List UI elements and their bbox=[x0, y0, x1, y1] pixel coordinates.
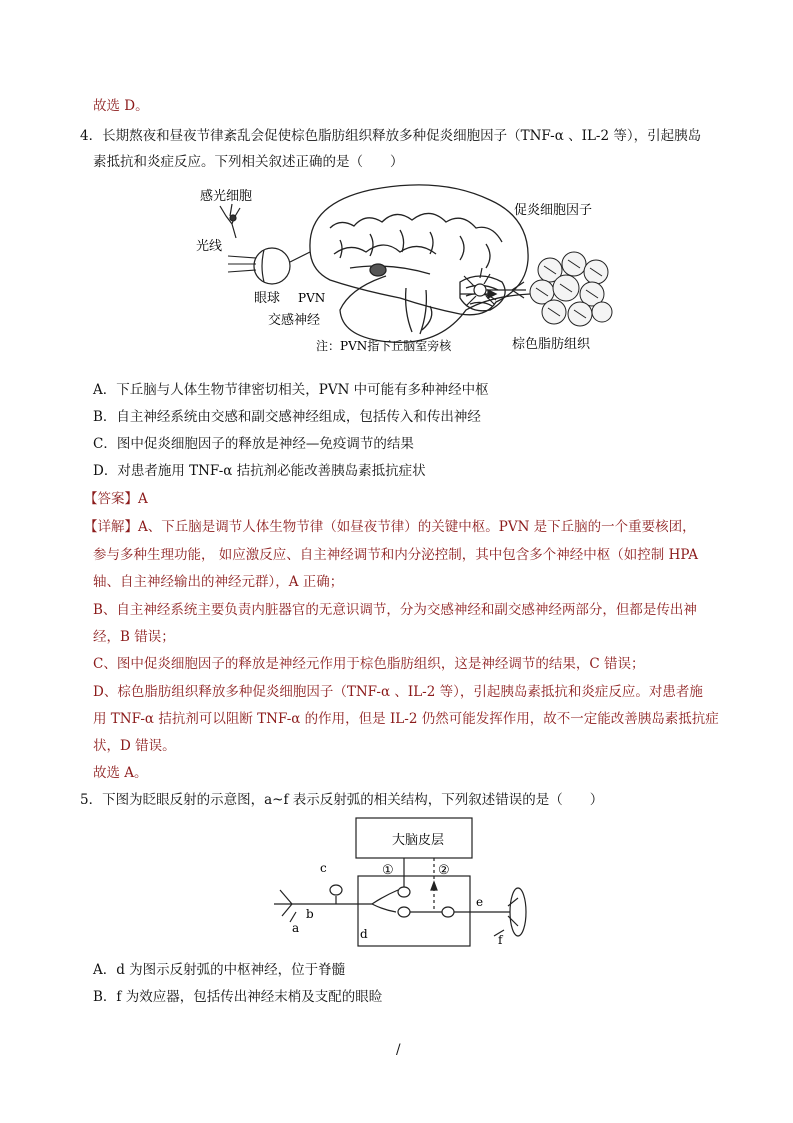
q4-option-d: D．对患者施用 TNF-α 拮抗剂必能改善胰岛素抵抗症状 bbox=[93, 463, 426, 479]
figure-note: 注：PVN指下丘脑室旁核 bbox=[316, 339, 452, 353]
previous-conclusion: 故选 D。 bbox=[93, 98, 149, 114]
q4-explanation-line6: C、图中促炎细胞因子的释放是神经元作用于棕色脂肪组织，这是神经调节的结果，C 错误； bbox=[93, 656, 645, 672]
q4-explanation-line1: 【详解】A、下丘脑是调节人体生物节律（如昼夜节律）的关键中枢。PVN 是下丘脑的一个重要核团， bbox=[84, 519, 696, 535]
q5-option-b: B．f 为效应器，包括传出神经末梢及支配的眼睑 bbox=[93, 989, 383, 1005]
q4-brain-figure bbox=[190, 178, 620, 356]
page-footer: / bbox=[396, 1042, 401, 1058]
label-proinflammatory-cytokines: 促炎细胞因子 bbox=[514, 203, 593, 218]
q5-stem: 5．下图为眨眼反射的示意图，a~f 表示反射弧的相关结构，下列叙述错误的是（ ） bbox=[80, 792, 604, 808]
label-brown-fat: 棕色脂肪组织 bbox=[512, 337, 591, 352]
label-c: c bbox=[320, 861, 327, 875]
label-pathway-2: ② bbox=[438, 863, 450, 878]
label-cortex: 大脑皮层 bbox=[392, 833, 445, 848]
label-photoreceptor: 感光细胞 bbox=[200, 189, 253, 204]
neuron-drawing bbox=[464, 268, 526, 306]
light-arrows bbox=[228, 256, 256, 272]
label-pathway-1: ① bbox=[382, 863, 394, 878]
q4-explanation-line2: 参与多种生理功能， 如应激反应、自主神经调节和内分泌控制，其中包含多个神经中枢（如控制 HPA bbox=[93, 547, 698, 563]
q4-explanation-line9: 状，D 错误。 bbox=[93, 738, 176, 754]
q4-stem-line2: 素抵抗和炎症反应。下列相关叙述正确的是（ ） bbox=[93, 154, 404, 170]
eyeball-drawing bbox=[254, 248, 310, 284]
q4-conclusion: 故选 A。 bbox=[93, 765, 148, 781]
q4-stem-line1: 4．长期熬夜和昼夜节律紊乱会促使棕色脂肪组织释放多种促炎细胞因子（TNF-α 、IL-2 等），引起胰岛 bbox=[80, 128, 702, 144]
sympathetic-nerve-path bbox=[340, 276, 530, 342]
q4-answer: 【答案】A bbox=[84, 491, 148, 507]
q4-explanation-line8: 用 TNF-α 拮抗剂可以阻断 TNF-α 的作用，但是 IL-2 仍然可能发挥作用，故不一定能改善胰岛素抵抗症 bbox=[93, 711, 719, 727]
label-a: a bbox=[292, 921, 300, 935]
label-f: f bbox=[498, 933, 503, 947]
q4-explanation-line4: B、自主神经系统主要负责内脏器官的无意识调节，分为交感神经和副交感神经两部分，但都是传出神 bbox=[93, 602, 697, 618]
q4-option-a: A．下丘脑与人体生物节律密切相关，PVN 中可能有多种神经中枢 bbox=[93, 382, 489, 398]
brown-fat-cluster bbox=[530, 252, 612, 326]
q4-option-b: B．自主神经系统由交感和副交感神经组成，包括传入和传出神经 bbox=[93, 409, 481, 425]
label-pvn: PVN bbox=[298, 291, 326, 305]
q5-reflex-arc-figure bbox=[272, 816, 552, 958]
label-b: b bbox=[306, 907, 314, 921]
label-light: 光线 bbox=[196, 239, 223, 254]
label-sympathetic-nerve: 交感神经 bbox=[268, 313, 321, 328]
q4-explanation-line3: 轴、自主神经输出的神经元群），A 正确； bbox=[93, 574, 344, 590]
q5-option-a: A．d 为图示反射弧的中枢神经，位于脊髓 bbox=[93, 962, 346, 978]
q4-explanation-line5: 经，B 错误； bbox=[93, 629, 175, 645]
q4-explanation-line7: D、棕色脂肪组织释放多种促炎细胞因子（TNF-α 、IL-2 等），引起胰岛素抵抗和炎症反应。对患者施 bbox=[93, 684, 703, 700]
label-d: d bbox=[360, 927, 368, 941]
label-eyeball: 眼球 bbox=[254, 291, 281, 306]
brain-drawing bbox=[310, 185, 528, 334]
photoreceptor-cell-drawing bbox=[220, 204, 240, 238]
label-e: e bbox=[476, 895, 484, 909]
q4-option-c: C．图中促炎细胞因子的释放是神经—免疫调节的结果 bbox=[93, 436, 414, 452]
